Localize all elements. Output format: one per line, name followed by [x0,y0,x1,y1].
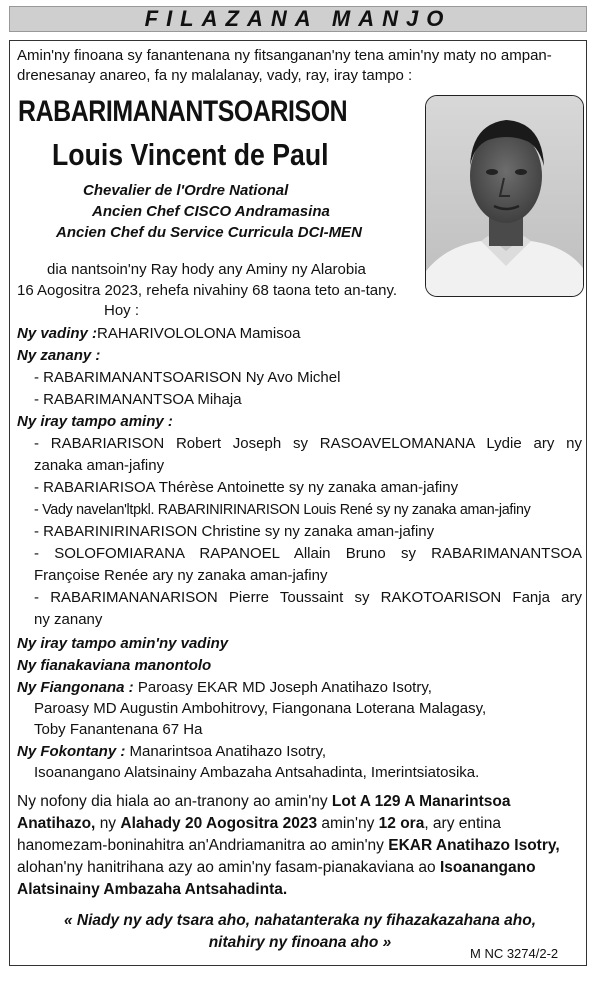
header-banner [9,6,587,32]
funeral-text: amin'ny [321,815,375,832]
funeral-line-4 [17,857,536,878]
church-row [17,678,432,698]
intro-line-1: Amin'ny finoana sy fanantenana ny fitsanganan'ny tena amin'ny maty no ampan- [17,47,552,64]
funeral-line-3 [17,835,560,856]
deceased-title-3: Ancien Chef du Service Curricula DCI-MEN [56,224,362,241]
funeral-text: Ny nofony dia hiala ao an-tranony ao amin'ny [17,793,328,810]
funeral-time: 12 ora [378,815,425,832]
fokontany-line-1: Manarintsoa Anatihazo Isotry, [129,743,327,760]
spouse-name: RAHARIVOLOLONA Mamisoa [97,325,301,342]
sibling-item-2: - RABARIARISOA Thérèse Antoinette sy ny zanaka aman-jafiny [34,479,459,496]
child-item-1: - RABARIMANANTSOARISON Ny Avo Michel [34,369,341,386]
spouse-label: Ny vadiny : [17,325,98,342]
spouse-siblings-label: Ny iray tampo amin'ny vadiny [17,635,229,652]
sibling-item-6: - RABARIMANANARISON Pierre Toussaint sy RAKOTOARISON Fanja ary [34,589,582,606]
deceased-given-names: Louis Vincent de Paul [52,137,329,172]
funeral-address-2: Anatihazo, [17,815,96,832]
sibling-item-1: - RABARIARISON Robert Joseph sy RASOAVELOMANANA Lydie ary ny [34,435,582,452]
church-line-3: Toby Fanantenana 67 Ha [34,721,203,738]
death-line-1: dia nantsoin'ny Ray hody any Aminy ny Alarobia [47,261,366,278]
funeral-text: , ary entina [424,815,501,832]
sibling-item-1-cont: zanaka aman-jafiny [34,457,165,474]
fokontany-line-2: Isoanangano Alatsinainy Ambazaha Antsahadinta, Imerintsiatosika. [34,764,480,781]
sibling-item-5: - SOLOFOMIARANA RAPANOEL Allain Bruno sy RABARIMANANTSOA [34,545,582,562]
funeral-line-5: Alatsinainy Ambazaha Antsahadinta. [17,881,288,898]
church-line-2: Paroasy MD Augustin Ambohitrovy, Fiangonana Loterana Malagasy, [34,700,487,717]
funeral-line-1 [17,791,510,812]
deceased-photo [425,95,584,297]
hoy-label: Hoy : [104,302,140,319]
children-label: Ny zanany : [17,347,101,364]
quote-line-1: « Niady ny ady tsara aho, nahatanteraka ny fihazakazahana aho, [63,912,537,929]
deceased-title-2: Ancien Chef CISCO Andramasina [92,203,330,220]
funeral-church: EKAR Anatihazo Isotry, [388,837,560,854]
child-item-2: - RABARIMANANTSOA Mihaja [34,391,242,408]
church-label: Ny Fiangonana : [17,679,134,696]
sibling-item-3: - Vady navelan'ltpkl. RABARINIRINARISON Louis René sy ny zanaka aman-jafiny [34,502,531,518]
spouse-row [17,324,300,344]
intro-line-2: drenesanay anareo, fa ny malalanay, vady, ray, iray tampo : [17,67,413,84]
funeral-text: alohan'ny hanitrihana azy ao amin'ny fasam-pianakaviana ao [17,859,436,876]
sibling-item-4: - RABARINIRINARISON Christine sy ny zanaka aman-jafiny [34,523,435,540]
reference-code: M NC 3274/2-2 [470,946,559,961]
funeral-text: hanomezam-boninahitra an'Andriamanitra ao amin'ny [17,837,384,854]
portrait-image [426,96,583,296]
fokontany-row [17,742,326,762]
fokontany-label: Ny Fokontany : [17,743,126,760]
sibling-item-6-cont: ny zanany [34,611,103,628]
church-line-1: Paroasy EKAR MD Joseph Anatihazo Isotry, [137,679,432,696]
siblings-label: Ny iray tampo aminy : [17,413,173,430]
deceased-surname: RABARIMANANTSOARISON [18,95,348,128]
quote-line-2: nitahiry ny finoana aho » [208,934,392,951]
sibling-item-5-cont: Françoise Renée ary ny zanaka aman-jafiny [34,567,328,584]
header-title: FILAZANA MANJO [144,6,452,31]
funeral-address: Lot A 129 A Manarintsoa [331,793,511,810]
funeral-date: Alahady 20 Aogositra 2023 [120,815,318,832]
death-line-2: 16 Aogositra 2023, rehefa nivahiny 68 taona teto an-tany. [17,282,397,299]
extended-family-label: Ny fianakaviana manontolo [17,657,212,674]
deceased-title-1: Chevalier de l'Ordre National [83,182,289,199]
funeral-text: ny [99,815,117,832]
funeral-line-2 [17,813,501,834]
funeral-burial-place: Isoanangano [439,859,536,876]
